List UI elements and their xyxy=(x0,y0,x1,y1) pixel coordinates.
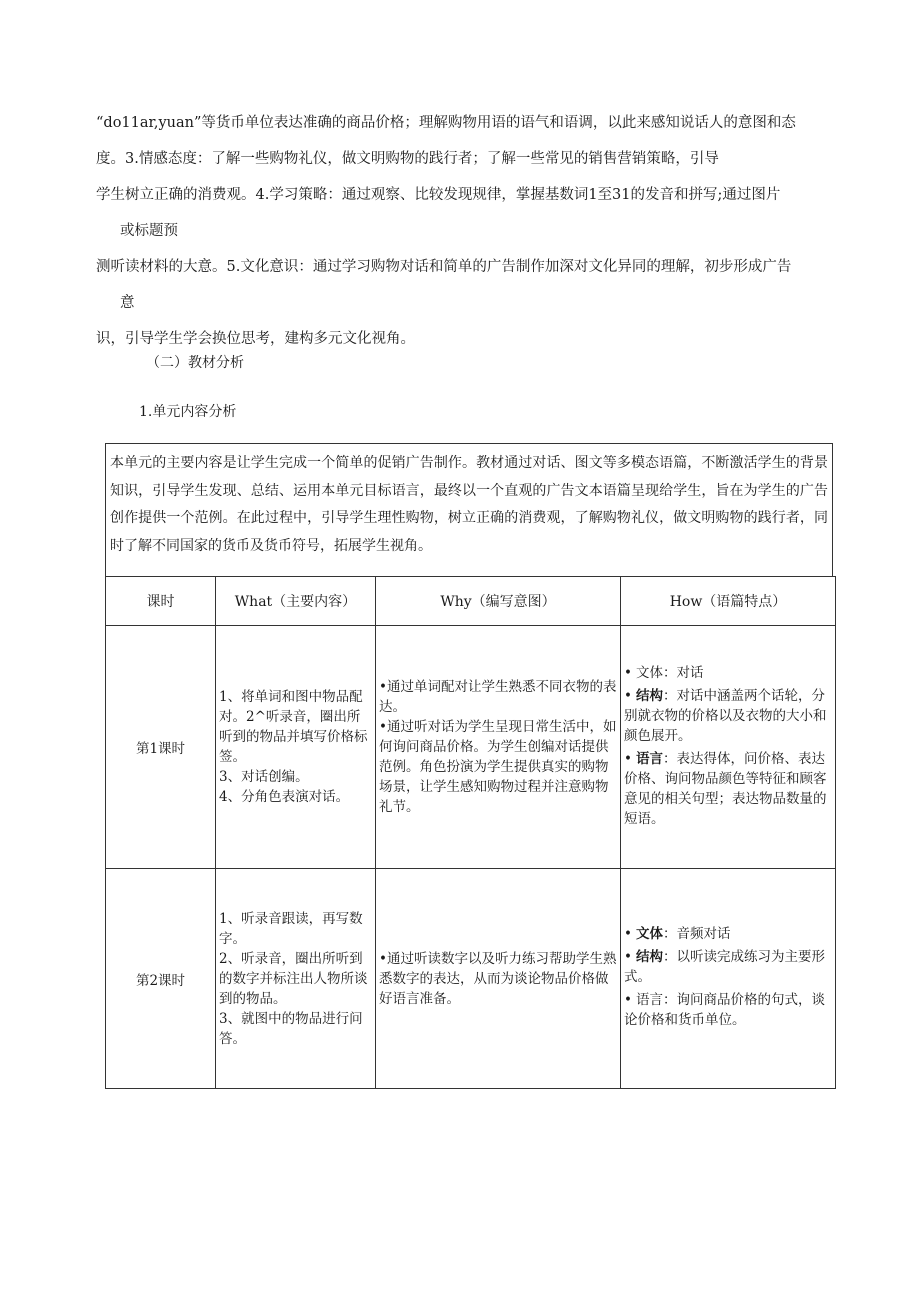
text-line-3: 学生树立正确的消费观。4.学习策略：通过观察、比较发现规律，掌握基数词1至31的发音和拼写;通过图片 xyxy=(96,187,781,203)
table-row xyxy=(106,869,836,1089)
what-item: 2、听录音，圈出所听到的数字并标注出人物所谈到的物品。 xyxy=(219,950,368,1007)
text-line-7: 识，引导学生学会换位思考，建构多元文化视角。 xyxy=(96,331,415,347)
what-item: 1、听录音跟读，再写数字。 xyxy=(219,910,363,947)
what-item: 1、将单词和图中物品配对。2^听录音，圈出所听到的物品并填写价格标签。 xyxy=(219,689,368,765)
what-item: 4、分角色表演对话。 xyxy=(219,789,350,805)
section-heading: （二）教材分析 xyxy=(146,355,244,371)
text-line-4: 或标题预 xyxy=(120,223,178,239)
text-line-6: 意 xyxy=(120,295,135,311)
unit-content-intro: 本单元的主要内容是让学生完成一个简单的促销广告制作。教材通过对话、图文等多模态语篇，不断激活学生的背景知识，引导学生发现、总结、运用本单元目标语言，最终以一个直观的广告文本语篇呈现给学生，旨在为学生的广告创作提供一个范例。在此过程中，引导学生理性购物，树立正确的消费观，了解购物礼仪，做文明购物的践行者，同时了解不同国家的货币及货币符号，拓展学生视角。 xyxy=(105,443,833,576)
how-item: • 文体：音频对话 xyxy=(624,926,731,942)
how-item: • 文体：对话 xyxy=(624,664,704,681)
text-line-2: 度。3.情感态度：了解一些购物礼仪，做文明购物的践行者；了解一些常见的销售营销策略，引导 xyxy=(96,151,719,167)
what-cell xyxy=(216,869,376,1089)
text-line-1: “do11ar,yuan”等货币单位表达准确的商品价格；理解购物用语的语气和语调，以此来感知说话人的意图和态 xyxy=(96,115,796,131)
text-line-5: 测听读材料的大意。5.文化意识：通过学习购物对话和简单的广告制作加深对文化异同的理解，初步形成广告 xyxy=(96,259,792,275)
header-why: Why（编写意图） xyxy=(376,577,621,626)
table-header-row xyxy=(106,577,836,626)
how-item: • 语言：表达得体，问价格、表达价格、询问物品颜色等特征和顾客意见的相关句型；表达物品数量的短语。 xyxy=(624,750,827,827)
lesson-cell: 第2课时 xyxy=(106,869,216,1089)
header-what: What（主要内容） xyxy=(216,577,376,626)
unit-content-table xyxy=(105,576,836,1089)
why-cell xyxy=(376,626,621,869)
header-how: How（语篇特点） xyxy=(621,577,836,626)
how-cell xyxy=(621,869,836,1089)
why-cell xyxy=(376,869,621,1089)
what-item: 3、对话创编。 xyxy=(219,769,309,785)
how-item: • 结构：以听读完成练习为主要形式。 xyxy=(624,949,825,985)
how-item: • 结构：对话中涵盖两个话轮，分别就衣物的价格以及衣物的大小和颜色展开。 xyxy=(624,687,827,744)
header-lesson: 课时 xyxy=(106,577,216,626)
what-cell xyxy=(216,626,376,869)
why-item: •通过听对话为学生呈现日常生活中，如何询问商品价格。为学生创编对话提供范例。角色扮演为学生提供真实的购物场景，让学生感知购物过程并注意购物礼节。 xyxy=(379,719,617,815)
lesson-cell: 第1课时 xyxy=(106,626,216,869)
why-item: •通过听读数字以及听力练习帮助学生熟悉数字的表达，从而为谈论物品价格做好语言准备。 xyxy=(379,950,617,1007)
how-cell xyxy=(621,626,836,869)
why-item: •通过单词配对让学生熟悉不同衣物的表达。 xyxy=(379,679,617,715)
subsection-heading: 1.单元内容分析 xyxy=(139,404,237,420)
what-item: 3、就图中的物品进行问答。 xyxy=(219,1010,363,1047)
how-item: • 语言：询问商品价格的句式，谈论价格和货币单位。 xyxy=(624,992,825,1028)
table-row xyxy=(106,626,836,869)
